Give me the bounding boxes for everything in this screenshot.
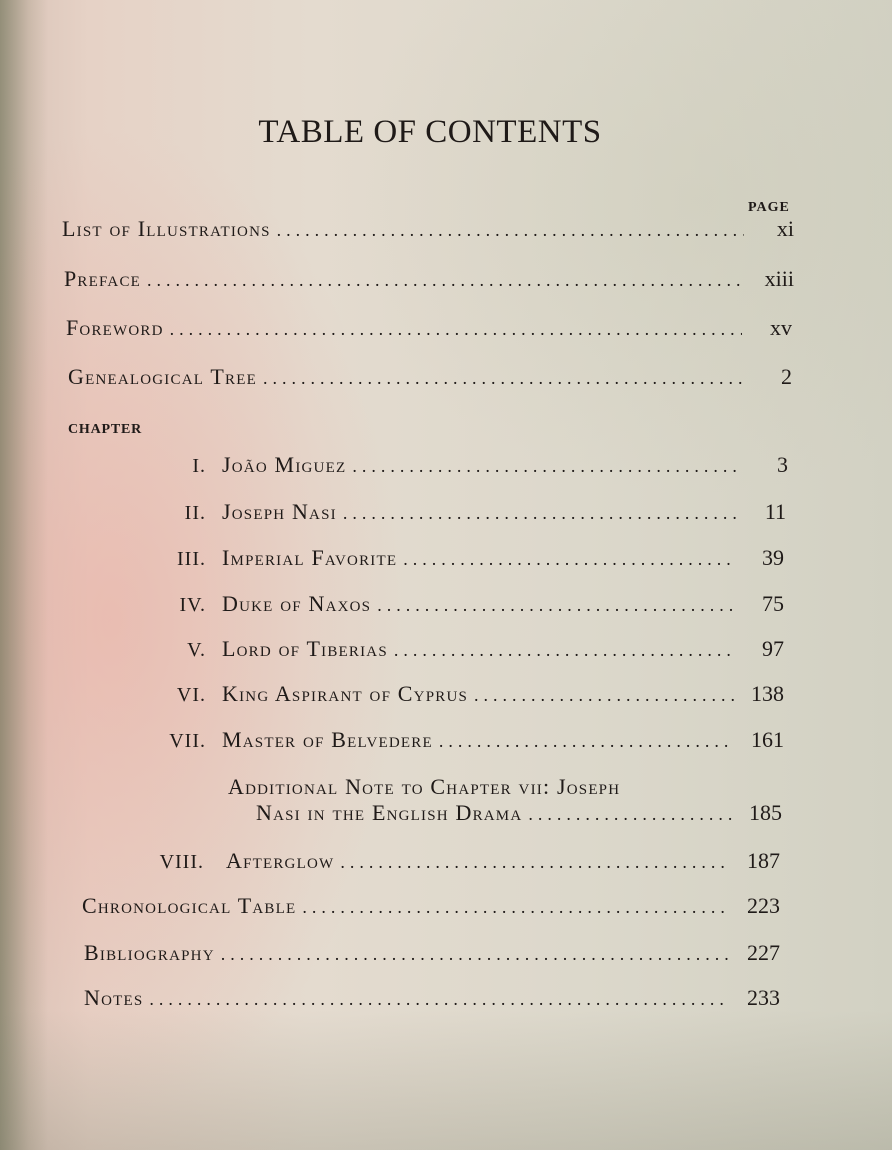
chapter-number: VI.	[176, 684, 206, 706]
toc-chapter-4[interactable]	[150, 591, 784, 617]
toc-chapter-1[interactable]	[150, 452, 788, 478]
toc-chapter-8[interactable]	[140, 848, 780, 874]
toc-entry-page: 11	[764, 499, 786, 524]
dot-leader	[352, 456, 738, 477]
page-column-heading: PAGE	[748, 200, 790, 215]
toc-entry-page: 97	[762, 636, 784, 661]
dot-leader	[343, 503, 736, 524]
chapter-number: VII.	[169, 730, 206, 752]
toc-entry-page: 227	[747, 940, 780, 965]
toc-entry-page: 187	[747, 848, 780, 873]
toc-additional-note[interactable]	[256, 800, 782, 826]
dot-leader	[147, 270, 744, 291]
toc-chapter-6[interactable]	[150, 681, 784, 707]
toc-entry-label: João Miguez	[222, 452, 347, 477]
toc-additional-note-line1[interactable]: Additional Note to Chapter vii: Joseph	[228, 774, 621, 799]
page-edge-shadow	[0, 0, 48, 1150]
toc-entry-notes[interactable]	[84, 985, 780, 1011]
toc-entry-label: Imperial Favorite	[222, 545, 398, 570]
toc-entry-page: 39	[762, 545, 784, 570]
toc-chapter-2[interactable]	[150, 499, 786, 525]
toc-entry-label: Nasi in the English Drama	[256, 800, 523, 825]
toc-entry-page: xv	[770, 315, 792, 340]
dot-leader	[439, 731, 734, 752]
chapter-number: II.	[184, 502, 206, 524]
toc-chapter-5[interactable]	[150, 636, 784, 662]
toc-chapter-3[interactable]	[150, 545, 784, 571]
toc-entry-bibliography[interactable]	[84, 940, 780, 966]
toc-entry-list-of-illustrations[interactable]	[62, 216, 794, 242]
dot-leader	[474, 685, 734, 706]
dot-leader	[263, 368, 742, 389]
toc-entry-chronological-table[interactable]	[82, 893, 780, 919]
dot-leader	[403, 549, 734, 570]
chapter-number: V.	[187, 639, 206, 661]
toc-entry-page: xi	[776, 216, 794, 241]
dot-leader	[170, 319, 742, 340]
toc-chapter-7[interactable]	[150, 727, 784, 753]
dot-leader	[377, 595, 734, 616]
dot-leader	[277, 220, 744, 241]
toc-entry-label: Afterglow	[226, 848, 335, 873]
toc-entry-label: King Aspirant of Cyprus	[222, 681, 469, 706]
toc-entry-page: 185	[749, 800, 782, 825]
dot-leader	[149, 989, 730, 1010]
toc-entry-label: Preface	[64, 266, 142, 291]
dot-leader	[394, 640, 734, 661]
page-title: TABLE OF CONTENTS	[258, 114, 602, 150]
toc-entry-page: 3	[777, 452, 788, 477]
toc-entry-label: Master of Belvedere	[222, 727, 433, 752]
toc-entry-page: 161	[751, 727, 784, 752]
toc-entry-label: Foreword	[66, 315, 164, 340]
toc-entry-label: Bibliography	[84, 940, 215, 965]
chapter-number: IV.	[179, 594, 206, 616]
toc-entry-page: xiii	[764, 266, 794, 291]
chapter-number: III.	[177, 548, 206, 570]
dot-leader	[221, 944, 730, 965]
toc-entry-page: 2	[781, 364, 792, 389]
toc-entry-label: Notes	[84, 985, 144, 1010]
toc-entry-page: 75	[762, 591, 784, 616]
toc-entry-label: List of Illustrations	[62, 216, 271, 241]
toc-entry-preface[interactable]	[64, 266, 794, 292]
toc-entry-label: Chronological Table	[82, 893, 297, 918]
toc-entry-label: Genealogical Tree	[68, 364, 257, 389]
chapter-number: I.	[192, 455, 206, 477]
toc-entry-label: Lord of Tiberias	[222, 636, 388, 661]
chapter-column-heading: CHAPTER	[68, 422, 143, 437]
dot-leader	[528, 804, 732, 825]
dot-leader	[340, 852, 730, 873]
toc-entry-label: Duke of Naxos	[222, 591, 372, 616]
toc-entry-foreword[interactable]	[66, 315, 792, 341]
toc-entry-page: 233	[747, 985, 780, 1010]
chapter-number: VIII.	[159, 851, 204, 873]
toc-entry-page: 223	[747, 893, 780, 918]
toc-entry-label: Joseph Nasi	[222, 499, 337, 524]
toc-entry-genealogical-tree[interactable]	[68, 364, 792, 390]
dot-leader	[302, 897, 730, 918]
page-bottom-shade	[0, 1010, 892, 1150]
toc-entry-page: 138	[751, 681, 784, 706]
